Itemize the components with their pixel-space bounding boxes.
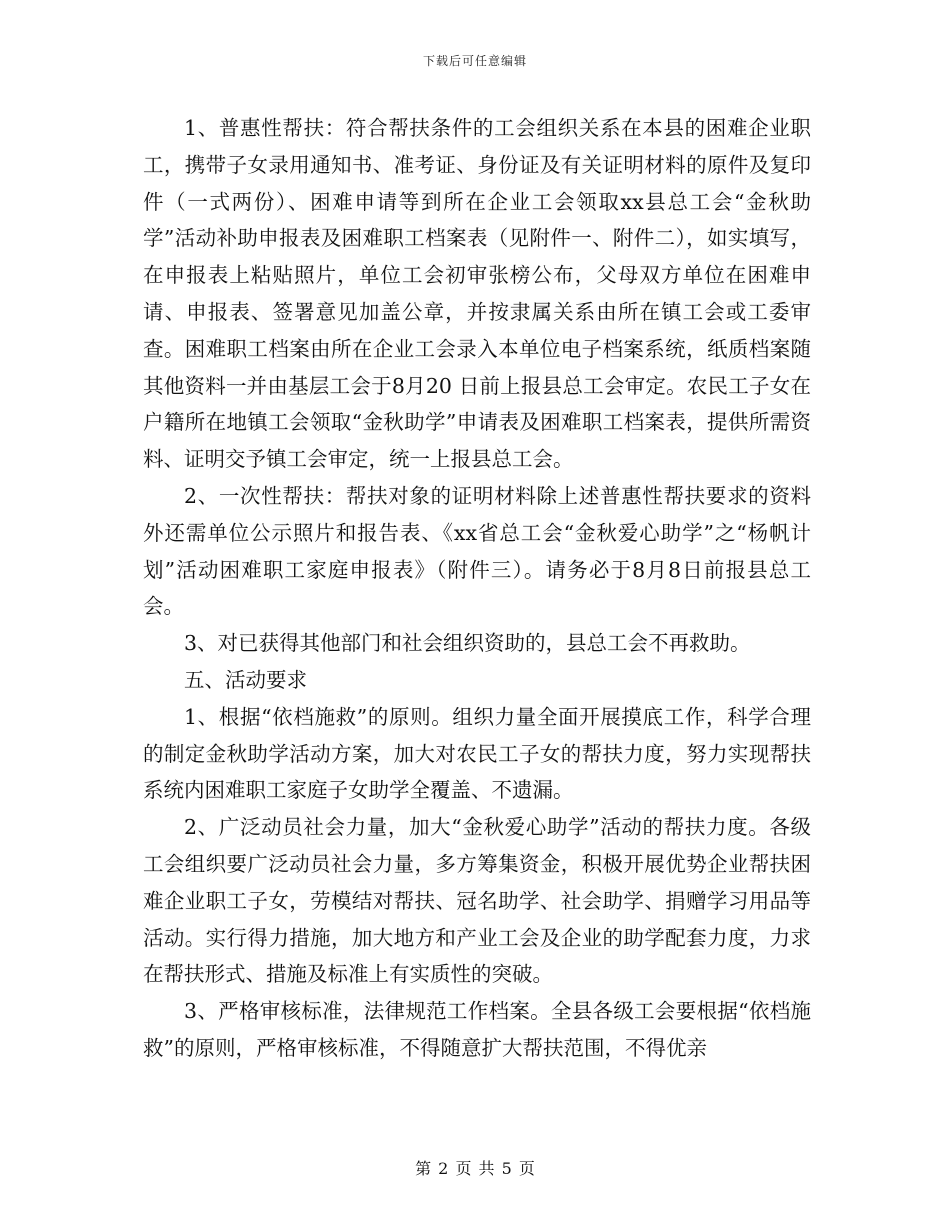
paragraph-one-time-assistance: 2、一次性帮扶：帮扶对象的证明材料除上述普惠性帮扶要求的资料外还需单位公示照片和报告表、《xx省总工会“金秋爱心助学”之“杨帆计划”活动困难职工家庭申报表》（附件三）。请务必于8月8日前报县总工会。: [143, 483, 811, 619]
paragraph-no-double-aid: 3、对已获得其他部门和社会组织资助的，县总工会不再救助。: [184, 631, 751, 656]
paragraph-requirement-1: 1、根据“依档施救”的原则。组织力量全面开展摸底工作，科学合理的制定金秋助学活动方案，加大对农民工子女的帮扶力度，努力实现帮扶系统内困难职工家庭子女助学全覆盖、不遗漏。: [143, 704, 811, 803]
paragraph-requirement-3: 3、严格审核标准，法律规范工作档案。全县各级工会要根据“依档施救”的原则，严格审核标准，不得随意扩大帮扶范围，不得优亲: [143, 999, 811, 1060]
page-header: 下载后可任意编辑: [422, 54, 527, 68]
paragraph-universal-assistance: 1、普惠性帮扶：符合帮扶条件的工会组织关系在本县的困难企业职工，携带子女录用通知书、准考证、身份证及有关证明材料的原件及复印件（一式两份）、困难申请等到所在企业工会领取xx县总工会“金秋助学”活动补助申报表及困难职工档案表（见附件一、附件二），如实填写，在申报表上粘贴照片，单位工会初审张榜公布，父母双方单位在困难申请、申报表、签署意见加盖公章，并按隶属关系由所在镇工会或工委审查。困难职工档案由所在企业工会录入本单位电子档案系统，纸质档案随其他资料一并由基层工会于8月20 日前上报县总工会审定。农民工子女在户籍所在地镇工会领取“金秋助学”申请表及困难职工档案表，提供所需资料、证明交予镇工会审定，统一上报县总工会。: [143, 116, 811, 472]
section-heading-requirements: 五、活动要求: [184, 667, 307, 692]
document-body: [143, 110, 811, 1067]
page-number-footer: 第 2 页 共 5 页: [415, 1159, 535, 1178]
paragraph-requirement-2: 2、广泛动员社会力量，加大“金秋爱心助学”活动的帮扶力度。各级工会组织要广泛动员社会力量，多方筹集资金，积极开展优势企业帮扶困难企业职工子女，劳模结对帮扶、冠名助学、社会助学、捐赠学习用品等活动。实行得力措施，加大地方和产业工会及企业的助学配套力度，力求在帮扶形式、措施及标准上有实质性的突破。: [143, 815, 811, 987]
